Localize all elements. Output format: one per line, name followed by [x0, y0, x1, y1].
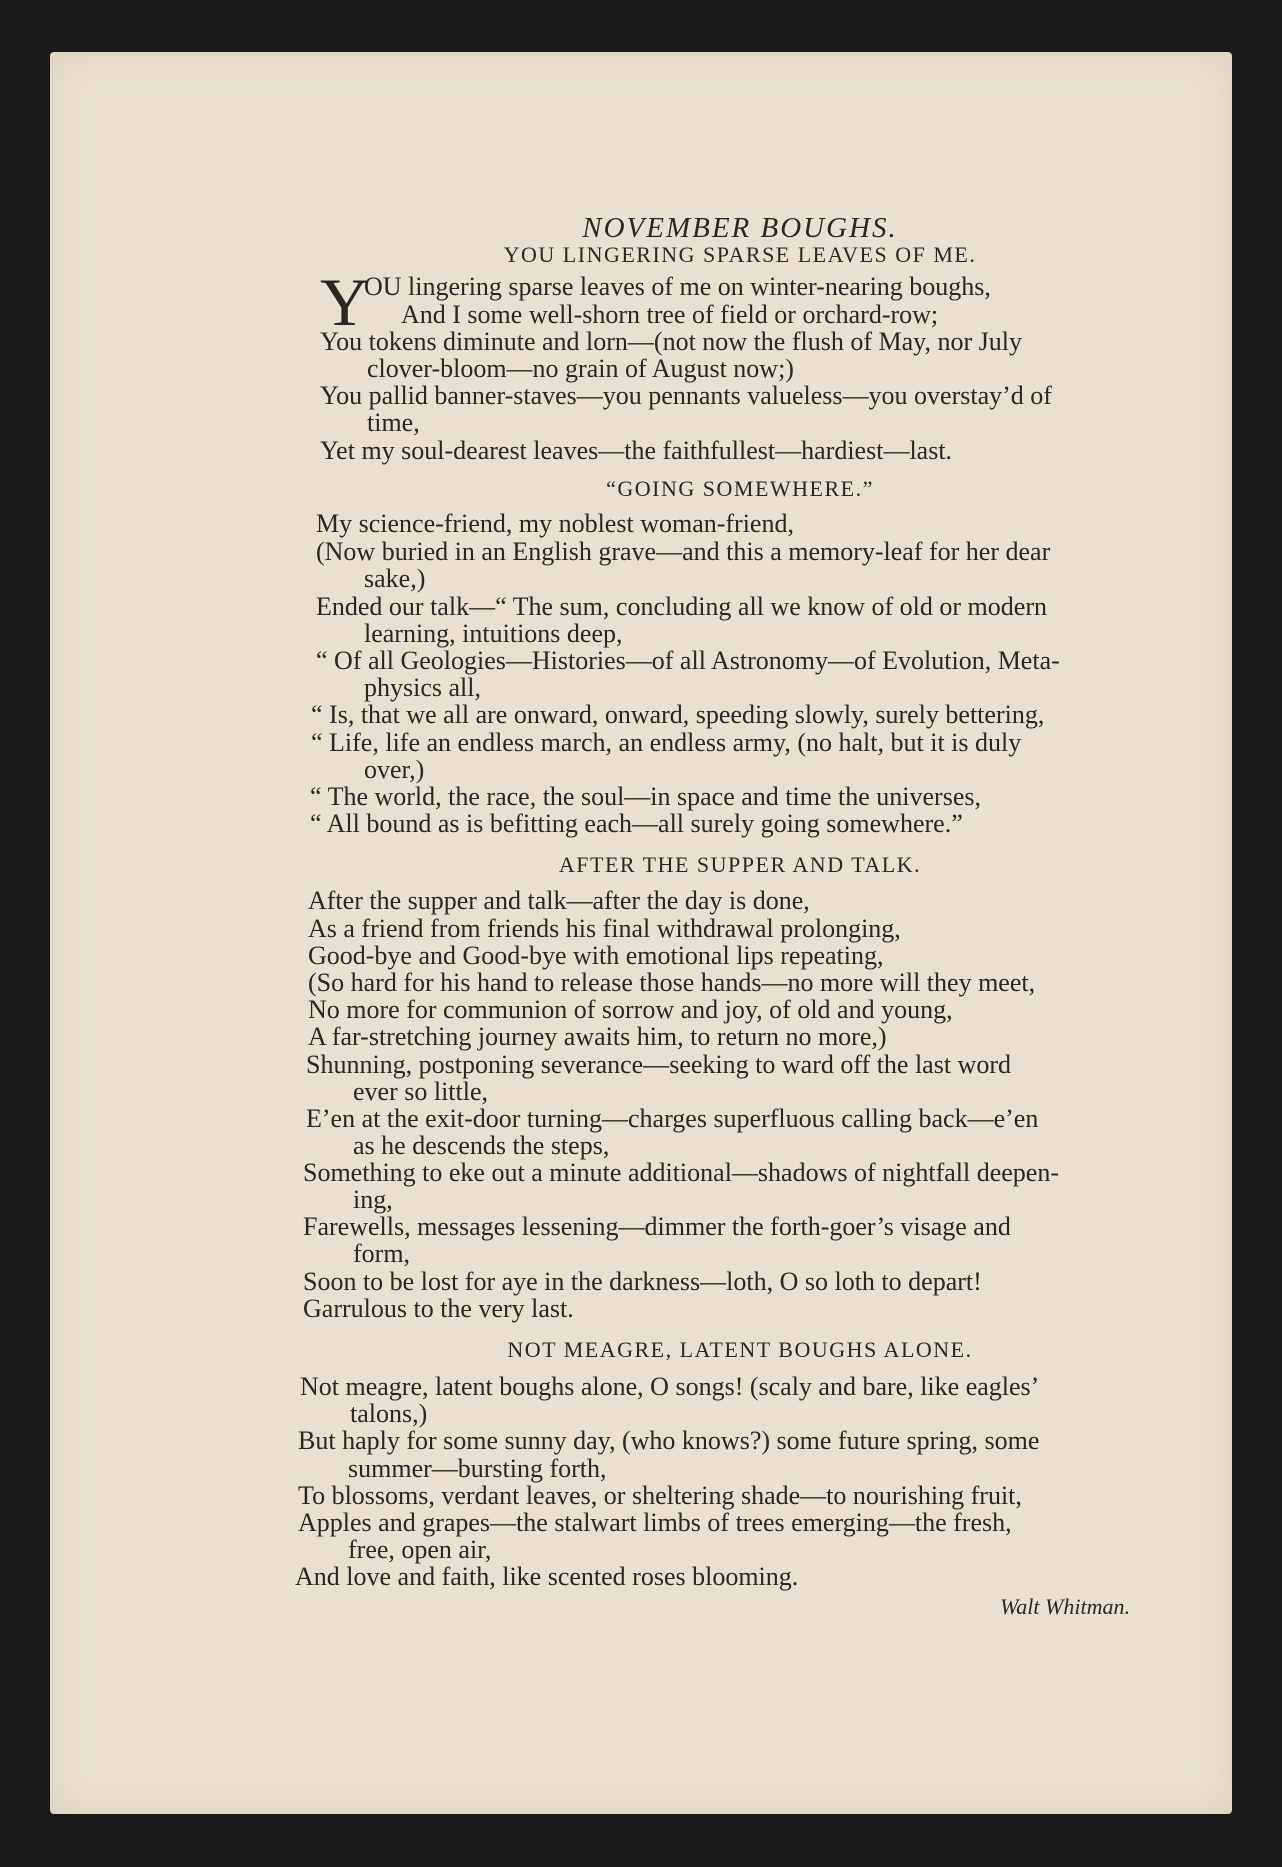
poem-line: And I some well-shorn tree of field or orchard-row; — [401, 300, 939, 329]
poem-line: You pallid banner-staves—you pennants valueless—you overstay’d of — [320, 381, 1052, 410]
poem-line: Good-bye and Good-bye with emotional lips repeating, — [308, 941, 884, 970]
poem-line: A far-stretching journey awaits him, to return no more,) — [308, 1022, 887, 1051]
signature: Walt Whitman. — [1000, 1594, 1130, 1619]
poem-line: To blossoms, verdant leaves, or sheltering shade—to nourishing fruit, — [298, 1481, 1022, 1510]
poem-line: Soon to be lost for aye in the darkness—loth, O so loth to depart! — [303, 1267, 982, 1296]
poem-line: My science-friend, my noblest woman-friend, — [316, 509, 794, 538]
poem-line: ever so little, — [353, 1077, 489, 1106]
poem-line: clover-bloom—no grain of August now;) — [367, 354, 794, 383]
poem-line: Farewells, messages lessening—dimmer the forth-goer’s visage and — [303, 1212, 1011, 1241]
poem-line: OU lingering sparse leaves of me on winter-nearing boughs, — [364, 272, 991, 301]
paper-sheet — [50, 52, 1232, 1814]
running-title: NOVEMBER BOUGHS. — [582, 212, 898, 244]
poem-line: free, open air, — [348, 1535, 492, 1564]
poem-line: ing, — [353, 1185, 393, 1214]
poem-line: No more for communion of sorrow and joy, of old and young, — [308, 995, 953, 1024]
poem-title: “GOING SOMEWHERE.” — [606, 476, 874, 501]
poem-line: Apples and grapes—the stalwart limbs of trees emerging—the fresh, — [298, 1508, 1012, 1537]
poem-line: time, — [367, 408, 420, 437]
poem-line: Yet my soul-dearest leaves—the faithfullest—hardiest—last. — [320, 436, 953, 465]
poem-line: Not meagre, latent boughs alone, O songs! (scaly and bare, like eagles’ — [300, 1372, 1040, 1401]
drop-cap: Y — [320, 264, 370, 340]
poem-line: form, — [353, 1239, 411, 1268]
poem-title: NOT MEAGRE, LATENT BOUGHS ALONE. — [507, 1337, 973, 1362]
poem-line: As a friend from friends his final withdrawal prolonging, — [308, 914, 901, 943]
poem-title: AFTER THE SUPPER AND TALK. — [558, 852, 922, 877]
poem-line: Ended our talk—“ The sum, concluding all we know of old or modern — [316, 592, 1047, 621]
poem-line: Shunning, postponing severance—seeking to ward off the last word — [306, 1050, 1011, 1079]
poem-line: “ Of all Geologies—Histories—of all Astronomy—of Evolution, Meta- — [316, 646, 1060, 675]
poem-line: as he descends the steps, — [353, 1131, 610, 1160]
poem-line: E’en at the exit-door turning—charges superfluous calling back—e’en — [306, 1104, 1039, 1133]
poem-line: talons,) — [350, 1399, 428, 1428]
poem-line: (Now buried in an English grave—and this a memory-leaf for her dear — [316, 537, 1051, 566]
poem-line: learning, intuitions deep, — [364, 619, 623, 648]
poem-line: You tokens diminute and lorn—(not now the flush of May, nor July — [320, 327, 1022, 356]
poem-line: “ Is, that we all are onward, onward, speeding slowly, surely bettering, — [311, 700, 1045, 729]
poem-line: “ Life, life an endless march, an endless army, (no halt, but it is duly — [311, 728, 1022, 757]
poem-line: physics all, — [364, 673, 481, 702]
poem-line: But haply for some sunny day, (who knows?) some future spring, some — [298, 1426, 1040, 1455]
poem-line: (So hard for his hand to release those hands—no more will they meet, — [308, 968, 1036, 997]
poem-line: Garrulous to the very last. — [303, 1294, 574, 1323]
poem-line: over,) — [364, 755, 425, 784]
poem-line: After the supper and talk—after the day is done, — [308, 886, 810, 915]
poem-title: YOU LINGERING SPARSE LEAVES OF ME. — [503, 242, 977, 267]
poem-line: Something to eke out a minute additional—shadows of nightfall deepen- — [303, 1158, 1060, 1187]
poem-line: “ The world, the race, the soul—in space and time the universes, — [310, 782, 981, 811]
poem-line: And love and faith, like scented roses blooming. — [295, 1562, 799, 1591]
poem-line: summer—bursting forth, — [348, 1454, 607, 1483]
poem-line: sake,) — [364, 564, 426, 593]
poem-line: “ All bound as is befitting each—all surely going somewhere.” — [310, 809, 963, 838]
